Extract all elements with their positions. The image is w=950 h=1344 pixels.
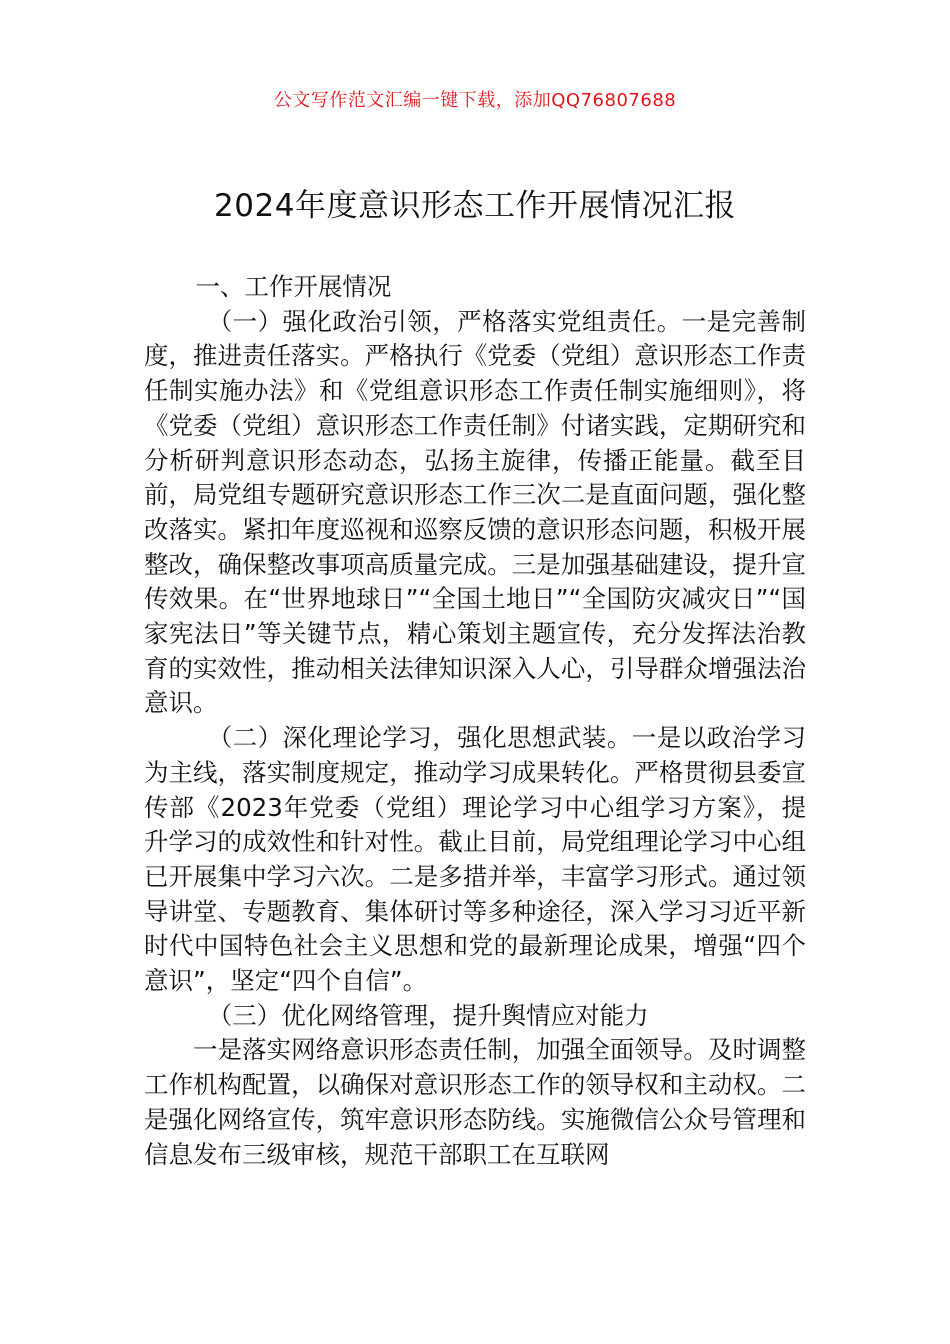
paragraph-political-guidance: （一）强化政治引领，严格落实党组责任。一是完善制度，推进责任落实。严格执行《党委（党组）意识形态工作责任制实施办法》和《党组意识形态工作责任制实施细则》，将《党委（党组）意识形态工作责任制》付诸实践，定期研究和分析研判意识形态动态，弘扬主旋律，传播正能量。截至目前，局党组专题研究意识形态工作三次二是直面问题，强化整改落实。紧扣年度巡视和巡察反馈的意识形态问题，积极开展整改，确保整改事项高质量完成。三是加强基础建设，提升宣传效果。在“世界地球日”“全国土地日”“全国防灾减灾日”“国家宪法日”等关键节点，精心策划主题宣传，充分发挥法治教育的实效性，推动相关法律知识深入人心，引导群众增强法治意识。 bbox=[144, 306, 806, 718]
subheading-network-management: （三）优化网络管理，提升舆情应对能力 bbox=[207, 1000, 649, 1030]
document-title: 2024年度意识形态工作开展情况汇报 bbox=[214, 188, 736, 224]
download-banner: 公文写作范文汇编一键下载，添加QQ76807688 bbox=[273, 90, 677, 111]
document-body bbox=[144, 270, 806, 1172]
section-heading: 一、工作开展情况 bbox=[195, 272, 392, 301]
paragraph-network-management: 一是落实网络意识形态责任制，加强全面领导。及时调整工作机构配置，以确保对意识形态工作的领导权和主动权。二是强化网络宣传，筑牢意识形态防线。实施微信公众号管理和信息发布三级审核，规范干部职工在互联网 bbox=[144, 1035, 806, 1169]
paragraph-theory-study: （二）深化理论学习，强化思想武装。一是以政治学习为主线，落实制度规定，推动学习成果转化。严格贯彻县委宣传部《2023年党委（党组）理论学习中心组学习方案》，提升学习的成效性和针对性。截止目前，局党组理论学习中心组已开展集中学习六次。二是多措并举，丰富学习形式。通过领导讲堂、专题教育、集体研讨等多种途径，深入学习习近平新时代中国特色社会主义思想和党的最新理论成果，增强“四个意识”，坚定“四个自信”。 bbox=[144, 723, 806, 996]
